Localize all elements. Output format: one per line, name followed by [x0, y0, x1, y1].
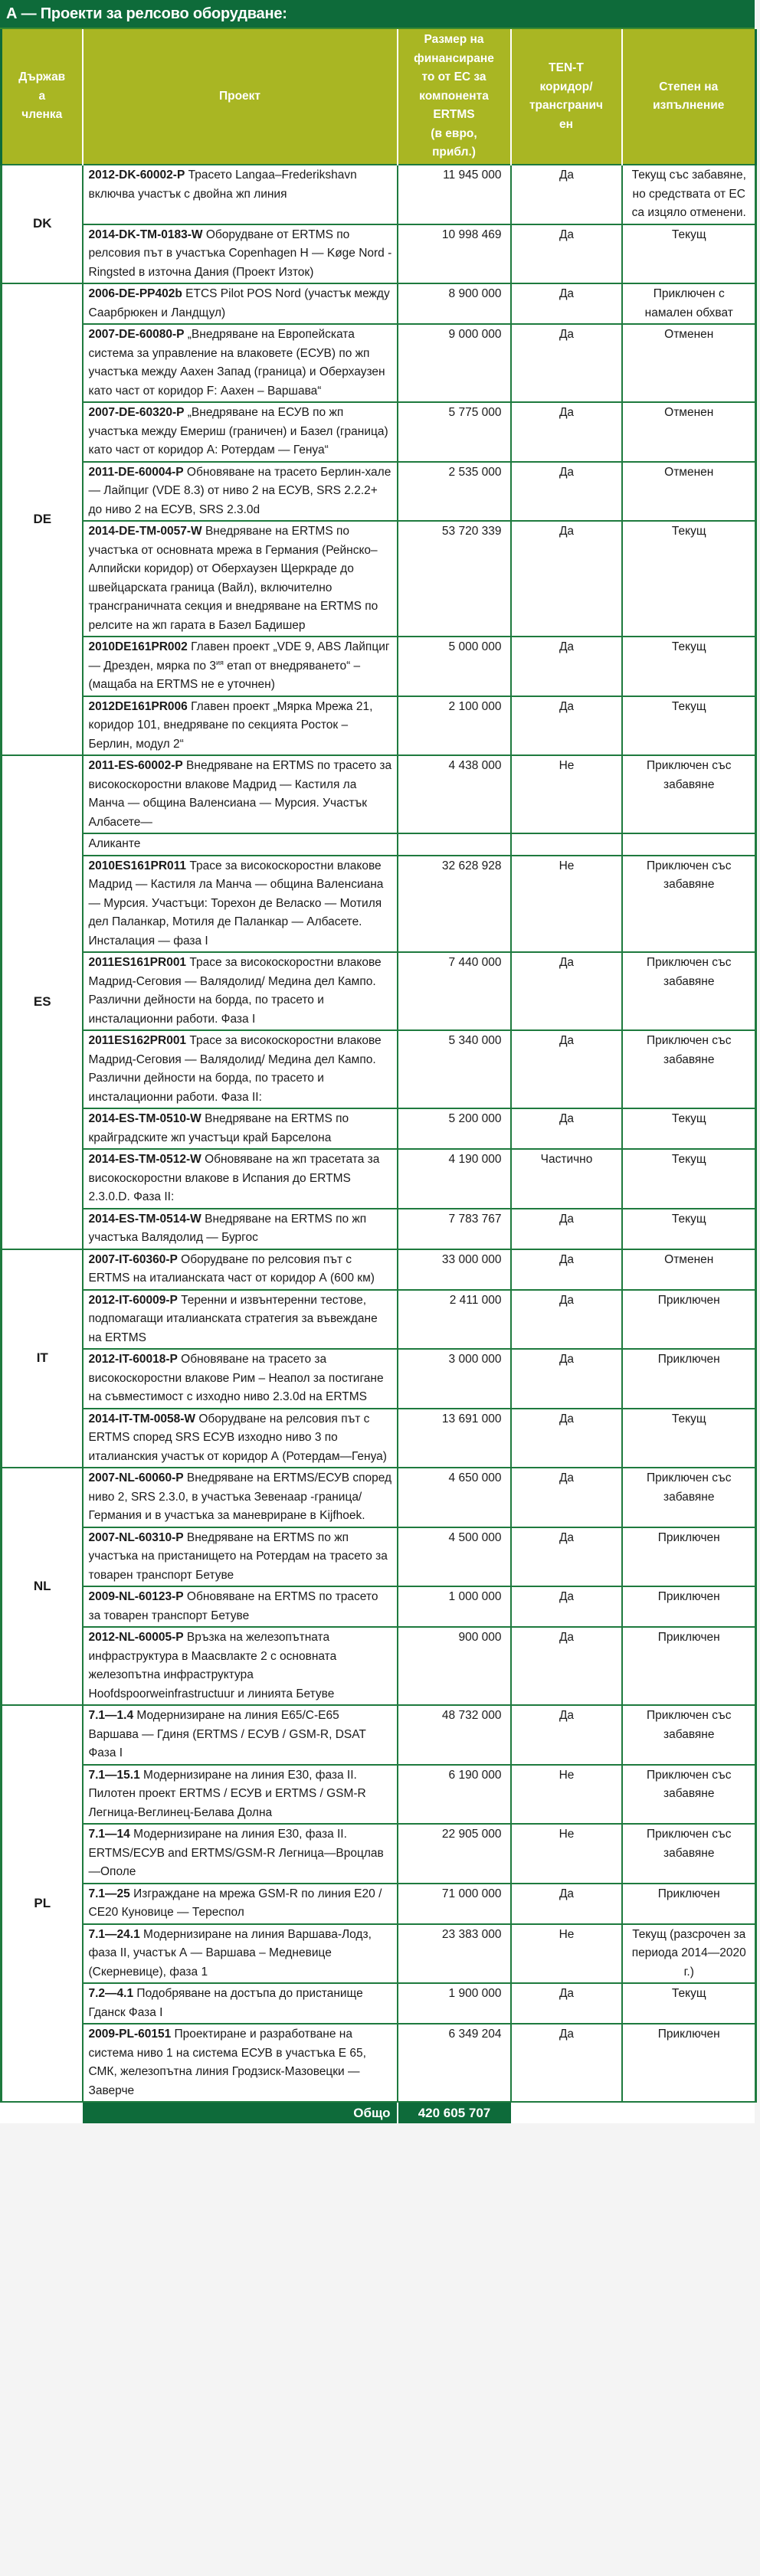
- status-cell: Текущ: [622, 637, 756, 696]
- tent-corridor-cell: Да: [511, 1108, 622, 1149]
- status-cell: Отменен: [622, 1249, 756, 1290]
- footer-spacer: [622, 2102, 756, 2123]
- project-code: 2007-NL-60060-P: [88, 1471, 184, 1484]
- project-cell: [83, 952, 398, 1030]
- amount-cell: 4 650 000: [398, 1468, 511, 1527]
- amount-cell: 6 190 000: [398, 1765, 511, 1825]
- amount-cell: 6 349 204: [398, 2024, 511, 2102]
- status-cell: Приключен: [622, 1627, 756, 1705]
- member-state-cell: IT: [2, 1249, 83, 1468]
- project-cell: [83, 1209, 398, 1249]
- status-cell: Отменен: [622, 324, 756, 402]
- tent-corridor-cell: Частично: [511, 1149, 622, 1209]
- amount-cell: [398, 833, 511, 856]
- amount-cell: 5 340 000: [398, 1030, 511, 1108]
- amount-cell: 9 000 000: [398, 324, 511, 402]
- project-description: Проектиране и разработване на система ниво 1 на система ЕСУВ в участъка Е 65, СМК, железопътна линия Гродзиск-Мазовецки — Заверче: [88, 2028, 366, 2097]
- status-cell: Текущ: [622, 696, 756, 756]
- project-description: Изграждане на мрежа GSM-R по линия E20 / CE20 Куновице — Тереспол: [88, 1887, 382, 1919]
- project-cell: [83, 2024, 398, 2102]
- project-description: Аликанте: [88, 837, 141, 850]
- table-row: [2, 856, 756, 953]
- status-cell: Текущ: [622, 224, 756, 284]
- project-cell: [83, 1409, 398, 1468]
- status-cell: Приключен със забавяне: [622, 1468, 756, 1527]
- footer-spacer: [2, 2102, 83, 2123]
- project-cell: [83, 1030, 398, 1108]
- table-row: [2, 324, 756, 402]
- project-description: „Внедряване на ЕСУВ по жп участъка между Емериш (граничен) и Базел (граница) като част от коридор А: Ротердам — Генуа“: [88, 406, 388, 457]
- tent-corridor-cell: Да: [511, 1705, 622, 1765]
- project-code: 7.1—15.1: [88, 1768, 140, 1782]
- status-cell: Текущ: [622, 1209, 756, 1249]
- amount-cell: 5 000 000: [398, 637, 511, 696]
- project-cell: [83, 1983, 398, 2024]
- amount-cell: 4 190 000: [398, 1149, 511, 1209]
- amount-cell: 2 100 000: [398, 696, 511, 756]
- project-code: 2012-IT-60018-P: [88, 1353, 178, 1366]
- project-code: 2007-DE-60080-P: [88, 328, 185, 341]
- amount-cell: 10 998 469: [398, 224, 511, 284]
- amount-cell: 11 945 000: [398, 165, 511, 224]
- project-cell: [83, 755, 398, 833]
- table-body: [2, 165, 756, 2102]
- table-row: [2, 1149, 756, 1209]
- table-row: [2, 224, 756, 284]
- status-cell: Отменен: [622, 402, 756, 462]
- project-code: 2011-DE-60004-P: [88, 465, 184, 479]
- status-cell: Приключен: [622, 1884, 756, 1924]
- project-cell: [83, 462, 398, 522]
- tent-corridor-cell: Да: [511, 402, 622, 462]
- project-cell: [83, 833, 398, 856]
- tent-corridor-cell: Да: [511, 1627, 622, 1705]
- project-cell: [83, 324, 398, 402]
- project-code: 7.1—1.4: [88, 1709, 134, 1722]
- header-status: Степен на изпълнение: [622, 29, 756, 165]
- total-value: 420 605 707: [398, 2102, 511, 2123]
- project-cell: [83, 637, 398, 696]
- status-cell: Отменен: [622, 462, 756, 522]
- total-label: Общо: [83, 2102, 398, 2123]
- table-row: [2, 1765, 756, 1825]
- tent-corridor-cell: Да: [511, 1290, 622, 1350]
- status-cell: Приключен със забавяне: [622, 952, 756, 1030]
- section-title: А — Проекти за релсово оборудване:: [0, 0, 755, 29]
- status-cell: Текущ: [622, 1149, 756, 1209]
- status-cell: Приключен със забавяне: [622, 1765, 756, 1825]
- project-cell: [83, 1290, 398, 1350]
- status-cell: Текущ: [622, 1983, 756, 2024]
- project-code: 2009-NL-60123-P: [88, 1590, 184, 1603]
- amount-cell: 1 000 000: [398, 1586, 511, 1627]
- project-description: Внедряване на ERTMS по трасето за високоскоростни влакове Мадрид — Кастиля ла Манча — община Валенсиана — Мурсия. Участък Албасете—: [88, 759, 392, 829]
- header-tent: TEN-T коридор/ трансгранич ен: [511, 29, 622, 165]
- project-description: Трасе за високоскоростни влакове Мадрид-Сеговия — Валядолид/ Медина дел Кампо. Различни дейности на борда, по трасето и инсталационни работи. Фаза I: [88, 956, 382, 1026]
- project-description: Обновяване на жп трасетата за високоскоростни влакове в Испания до ERTMS 2.3.0.D. Фаза II:: [88, 1153, 380, 1203]
- table-row: [2, 1349, 756, 1409]
- project-description: Връзка на железопътната инфраструктура в Маасвлакте 2 с основната железопътна инфраструктура Hoofdspoorweinfrastructuur и линията Бетуве: [88, 1631, 337, 1700]
- project-cell: [83, 283, 398, 324]
- table-row: [2, 165, 756, 224]
- project-code: 2014-DK-TM-0183-W: [88, 227, 203, 241]
- tent-corridor-cell: Да: [511, 696, 622, 756]
- status-cell: Приключен: [622, 1586, 756, 1627]
- amount-cell: 4 438 000: [398, 755, 511, 833]
- project-code: 2007-NL-60310-P: [88, 1530, 184, 1544]
- amount-cell: 23 383 000: [398, 1924, 511, 1984]
- table-row: [2, 1468, 756, 1527]
- member-state-cell: PL: [2, 1705, 83, 2102]
- status-cell: Текущ (разсрочен за периода 2014—2020 г.): [622, 1924, 756, 1984]
- tent-corridor-cell: Да: [511, 1030, 622, 1108]
- table-footer: [2, 2102, 756, 2123]
- project-description: Главен проект „Мярка Мрежа 21, коридор 101, внедряване по секцията Росток – Берлин, модул 2“: [88, 699, 373, 751]
- tent-corridor-cell: Да: [511, 952, 622, 1030]
- project-code: 2012-IT-60009-P: [88, 1293, 178, 1307]
- project-cell: [83, 1149, 398, 1209]
- tent-corridor-cell: Да: [511, 1249, 622, 1290]
- project-description: Внедряване на ERTMS по крайградските жп участъци край Барселона: [88, 1112, 349, 1144]
- amount-cell: 5 775 000: [398, 402, 511, 462]
- table-row: [2, 1705, 756, 1765]
- table-row: [2, 283, 756, 324]
- table-row: [2, 952, 756, 1030]
- project-code: 2012-NL-60005-P: [88, 1631, 184, 1644]
- table-row: [2, 755, 756, 833]
- project-code: 2010ES161PR011: [88, 859, 187, 872]
- project-code: 2012DE161PR006: [88, 699, 188, 713]
- table-row: [2, 1030, 756, 1108]
- project-code: 2011ES162PR001: [88, 1034, 187, 1047]
- tent-corridor-cell: Да: [511, 324, 622, 402]
- status-cell: Текущ: [622, 521, 756, 637]
- table-row: [2, 1824, 756, 1884]
- project-code: 2007-IT-60360-P: [88, 1252, 178, 1266]
- table-row: [2, 2024, 756, 2102]
- header-country: Държав а членка: [2, 29, 83, 165]
- header-amount: Размер на финансиране то от ЕС за компонента ERTMS (в евро, прибл.): [398, 29, 511, 165]
- tent-corridor-cell: Да: [511, 1409, 622, 1468]
- project-code: 2014-DE-TM-0057-W: [88, 525, 202, 538]
- tent-corridor-cell: Да: [511, 1349, 622, 1409]
- status-cell: Приключен със забавяне: [622, 755, 756, 833]
- project-description: Внедряване на ERTMS/ЕСУВ според ниво 2, SRS 2.3.0, в участъка Зевенаар -граница/Германия и в участъка за маневриране в Kijfhoek.: [88, 1471, 392, 1522]
- project-code: 2010DE161PR002: [88, 640, 188, 653]
- project-cell: [83, 1765, 398, 1825]
- project-description: Оборудване на релсовия път с ERTMS според SRS ЕСУВ изходно ниво 3 по италианския участък от коридор А (Ротердам—Генуа): [88, 1412, 387, 1463]
- project-description: Трасе за високоскоростни влакове Мадрид-Сеговия — Валядолид/ Медина дел Кампо. Различни дейности на борда, по трасето и инсталационни работи. Фаза II:: [88, 1034, 382, 1104]
- project-cell: [83, 1108, 398, 1149]
- status-cell: Приключен със забавяне: [622, 1705, 756, 1765]
- tent-corridor-cell: Да: [511, 1884, 622, 1924]
- table-row: [2, 1884, 756, 1924]
- project-cell: [83, 402, 398, 462]
- status-cell: Приключен: [622, 1527, 756, 1587]
- project-code: 2009-PL-60151: [88, 2028, 172, 2041]
- projects-table: [0, 29, 757, 2123]
- status-cell: Текущ: [622, 1409, 756, 1468]
- project-code: 2014-ES-TM-0514-W: [88, 1212, 201, 1226]
- project-cell: [83, 1249, 398, 1290]
- project-code: 2014-ES-TM-0510-W: [88, 1112, 201, 1125]
- project-cell: [83, 1705, 398, 1765]
- amount-cell: 2 411 000: [398, 1290, 511, 1350]
- tent-corridor-cell: Не: [511, 856, 622, 953]
- project-description: Теренни и извънтеренни тестове, подпомагащи италианската стратегия за въвеждане на ERTMS: [88, 1293, 378, 1344]
- project-code: 2012-DK-60002-P: [88, 169, 185, 182]
- project-cell: [83, 856, 398, 953]
- project-description: Обновяване на ERTMS по трасето за товарен транспорт Бетуве: [88, 1590, 378, 1622]
- project-code: 7.1—14: [88, 1828, 130, 1841]
- status-cell: Текущ: [622, 1108, 756, 1149]
- status-cell: Приключен със забавяне: [622, 1824, 756, 1884]
- member-state-cell: NL: [2, 1468, 83, 1705]
- project-cell: [83, 1884, 398, 1924]
- project-code: 7.1—24.1: [88, 1927, 140, 1941]
- project-description: Обновяване на трасето за високоскоростни влакове Рим – Неапол за постигане на съвместимост с изходно ниво 2.3.0d на ERTMS: [88, 1353, 384, 1403]
- project-description: Оборудване от ERTMS по релсовия път в участъка Copenhagen H — Køge Nord - Ringsted в източна Дания (Проект Изток): [88, 227, 392, 279]
- table-row: [2, 637, 756, 696]
- project-description: Внедряване на ERTMS по жп участъка Валядолид — Бургос: [88, 1212, 367, 1244]
- tent-corridor-cell: Да: [511, 1209, 622, 1249]
- table-row: [2, 1290, 756, 1350]
- amount-cell: 4 500 000: [398, 1527, 511, 1587]
- project-code: 2006-DE-PP402b: [88, 287, 182, 300]
- amount-cell: 5 200 000: [398, 1108, 511, 1149]
- project-cell: [83, 1924, 398, 1984]
- status-cell: Приключен със забавяне: [622, 1030, 756, 1108]
- member-state-cell: DK: [2, 165, 83, 283]
- tent-corridor-cell: Да: [511, 2024, 622, 2102]
- table-row: [2, 1627, 756, 1705]
- table-row: [2, 402, 756, 462]
- tent-corridor-cell: Да: [511, 224, 622, 284]
- table-row: [2, 1586, 756, 1627]
- project-code: 7.2—4.1: [88, 1987, 134, 2000]
- project-description: Модернизиране на линия E30, фаза II. Пилотен проект ERTMS / ЕСУВ и ERTMS / GSM-R Легница-Веглинец-Белава Долна: [88, 1768, 366, 1819]
- table-row: [2, 1409, 756, 1468]
- project-cell: [83, 1468, 398, 1527]
- tent-corridor-cell: Да: [511, 1527, 622, 1587]
- project-description: Оборудване по релсовия път с ERTMS на италианската част от коридор А (600 км): [88, 1252, 375, 1285]
- status-cell: Текущ със забавяне, но средствата от ЕС са изцяло отменени.: [622, 165, 756, 224]
- amount-cell: 53 720 339: [398, 521, 511, 637]
- project-cell: [83, 1527, 398, 1587]
- status-cell: Приключен: [622, 2024, 756, 2102]
- tent-corridor-cell: Не: [511, 1824, 622, 1884]
- amount-cell: 71 000 000: [398, 1884, 511, 1924]
- project-description: Трасето Langaa–Frederikshavn включва участък с двойна жп линия: [88, 169, 357, 201]
- project-cell: [83, 1824, 398, 1884]
- tent-corridor-cell: Не: [511, 1924, 622, 1984]
- amount-cell: 3 000 000: [398, 1349, 511, 1409]
- amount-cell: 7 783 767: [398, 1209, 511, 1249]
- amount-cell: 33 000 000: [398, 1249, 511, 1290]
- tent-corridor-cell: [511, 833, 622, 856]
- project-description: ETCS Pilot POS Nord (участък между Саарбрюкен и Ландщул): [88, 287, 390, 319]
- project-code: 2014-IT-TM-0058-W: [88, 1412, 196, 1425]
- table-row: [2, 1924, 756, 1984]
- project-description: Трасе за високоскоростни влакове Мадрид — Кастиля ла Манча — община Валенсиана — Мурсия. Участъци: Торехон де Веласко — Мотиля дел Паланкар, Мотиля де Паланкар — Албасете. Инсталация — фаза I: [88, 859, 384, 948]
- amount-cell: 900 000: [398, 1627, 511, 1705]
- member-state-cell: ES: [2, 755, 83, 1249]
- amount-cell: 22 905 000: [398, 1824, 511, 1884]
- project-description: Модернизиране на линия Варшава-Лодз, фаза II, участък А — Варшава – Медневице (Скерневице), фаза 1: [88, 1927, 372, 1979]
- amount-cell: 8 900 000: [398, 283, 511, 324]
- amount-cell: 32 628 928: [398, 856, 511, 953]
- project-code: 2007-DE-60320-P: [88, 406, 185, 419]
- amount-cell: 7 440 000: [398, 952, 511, 1030]
- project-description: Внедряване на ERTMS по жп участъка на пристанището на Ротердам на трасето за товарен транспорт Бетуве: [88, 1530, 388, 1582]
- ordinal-suffix: ия: [215, 658, 224, 666]
- project-cell: [83, 165, 398, 224]
- tent-corridor-cell: Да: [511, 1468, 622, 1527]
- project-cell: [83, 1349, 398, 1409]
- tent-corridor-cell: Да: [511, 521, 622, 637]
- status-cell: Приключен със забавяне: [622, 856, 756, 953]
- amount-cell: 1 900 000: [398, 1983, 511, 2024]
- project-cell: [83, 224, 398, 284]
- project-code: 7.1—25: [88, 1887, 130, 1900]
- table-row: [2, 462, 756, 522]
- table-header: [2, 29, 756, 165]
- project-cell: [83, 1627, 398, 1705]
- tent-corridor-cell: Да: [511, 165, 622, 224]
- table-row: [2, 696, 756, 756]
- project-description: „Внедряване на Европейската система за управление на влаковете (ЕСУВ) по жп участъка между Аахен Запад (граница) и Оберхаузен като част от коридор F: Аахен – Варшава“: [88, 328, 385, 398]
- tent-corridor-cell: Не: [511, 1765, 622, 1825]
- table-row: [2, 1249, 756, 1290]
- project-description: Внедряване на ERTMS по участъка от основната мрежа в Германия (Рейнско–Алпийски коридор) от Оберхаузен Щеркраде до швейцарската граница (Вайл), включително трансграничната секция и внедряване на ERTMS по релсите на жп гарата в Базел Бадишер: [88, 525, 378, 632]
- amount-cell: 2 535 000: [398, 462, 511, 522]
- tent-corridor-cell: Да: [511, 1586, 622, 1627]
- project-code: 2011ES161PR001: [88, 956, 187, 969]
- project-description: Модернизиране на линия E30, фаза II. ERTMS/ЕСУВ and ERTMS/GSM-R Легница—Вроцлав—Ополе: [88, 1828, 384, 1878]
- project-description: Подобряване на достъпа до пристанище Гданск Фаза I: [88, 1987, 363, 2019]
- amount-cell: 13 691 000: [398, 1409, 511, 1468]
- table-row: [2, 1527, 756, 1587]
- project-description-cont: етап от внедряването“ – (мащаба на ERTMS не е уточнен): [88, 659, 361, 691]
- tent-corridor-cell: Да: [511, 637, 622, 696]
- table-row: [2, 1108, 756, 1149]
- table-row: [2, 1209, 756, 1249]
- status-cell: Приключен: [622, 1349, 756, 1409]
- header-project: Проект: [83, 29, 398, 165]
- table-row: [2, 521, 756, 637]
- table-row: [2, 1983, 756, 2024]
- project-cell: [83, 696, 398, 756]
- project-description: Главен проект „VDE 9, ABS Лайпциг — Дрезден, мярка по 3: [88, 640, 390, 673]
- project-description: Модернизиране на линия E65/C-E65 Варшава — Гдиня (ERTMS / ЕСУВ / GSM-R, DSAT Фаза I: [88, 1709, 366, 1759]
- table-row: [2, 833, 756, 856]
- member-state-cell: DE: [2, 283, 83, 755]
- project-cell: [83, 521, 398, 637]
- project-cell: [83, 1586, 398, 1627]
- status-cell: Приключен с намален обхват: [622, 283, 756, 324]
- project-code: 2011-ES-60002-P: [88, 759, 183, 772]
- status-cell: [622, 833, 756, 856]
- project-description: Обновяване на трасето Берлин-хале — Лайпциг (VDE 8.3) от ниво 2 на ЕСУВ, SRS 2.2.2+ до ниво 2 на ЕСУВ, SRS 2.3.0d: [88, 465, 391, 516]
- tent-corridor-cell: Да: [511, 462, 622, 522]
- amount-cell: 48 732 000: [398, 1705, 511, 1765]
- tent-corridor-cell: Не: [511, 755, 622, 833]
- footer-spacer: [511, 2102, 622, 2123]
- status-cell: Приключен: [622, 1290, 756, 1350]
- tent-corridor-cell: Да: [511, 283, 622, 324]
- project-code: 2014-ES-TM-0512-W: [88, 1153, 201, 1166]
- tent-corridor-cell: Да: [511, 1983, 622, 2024]
